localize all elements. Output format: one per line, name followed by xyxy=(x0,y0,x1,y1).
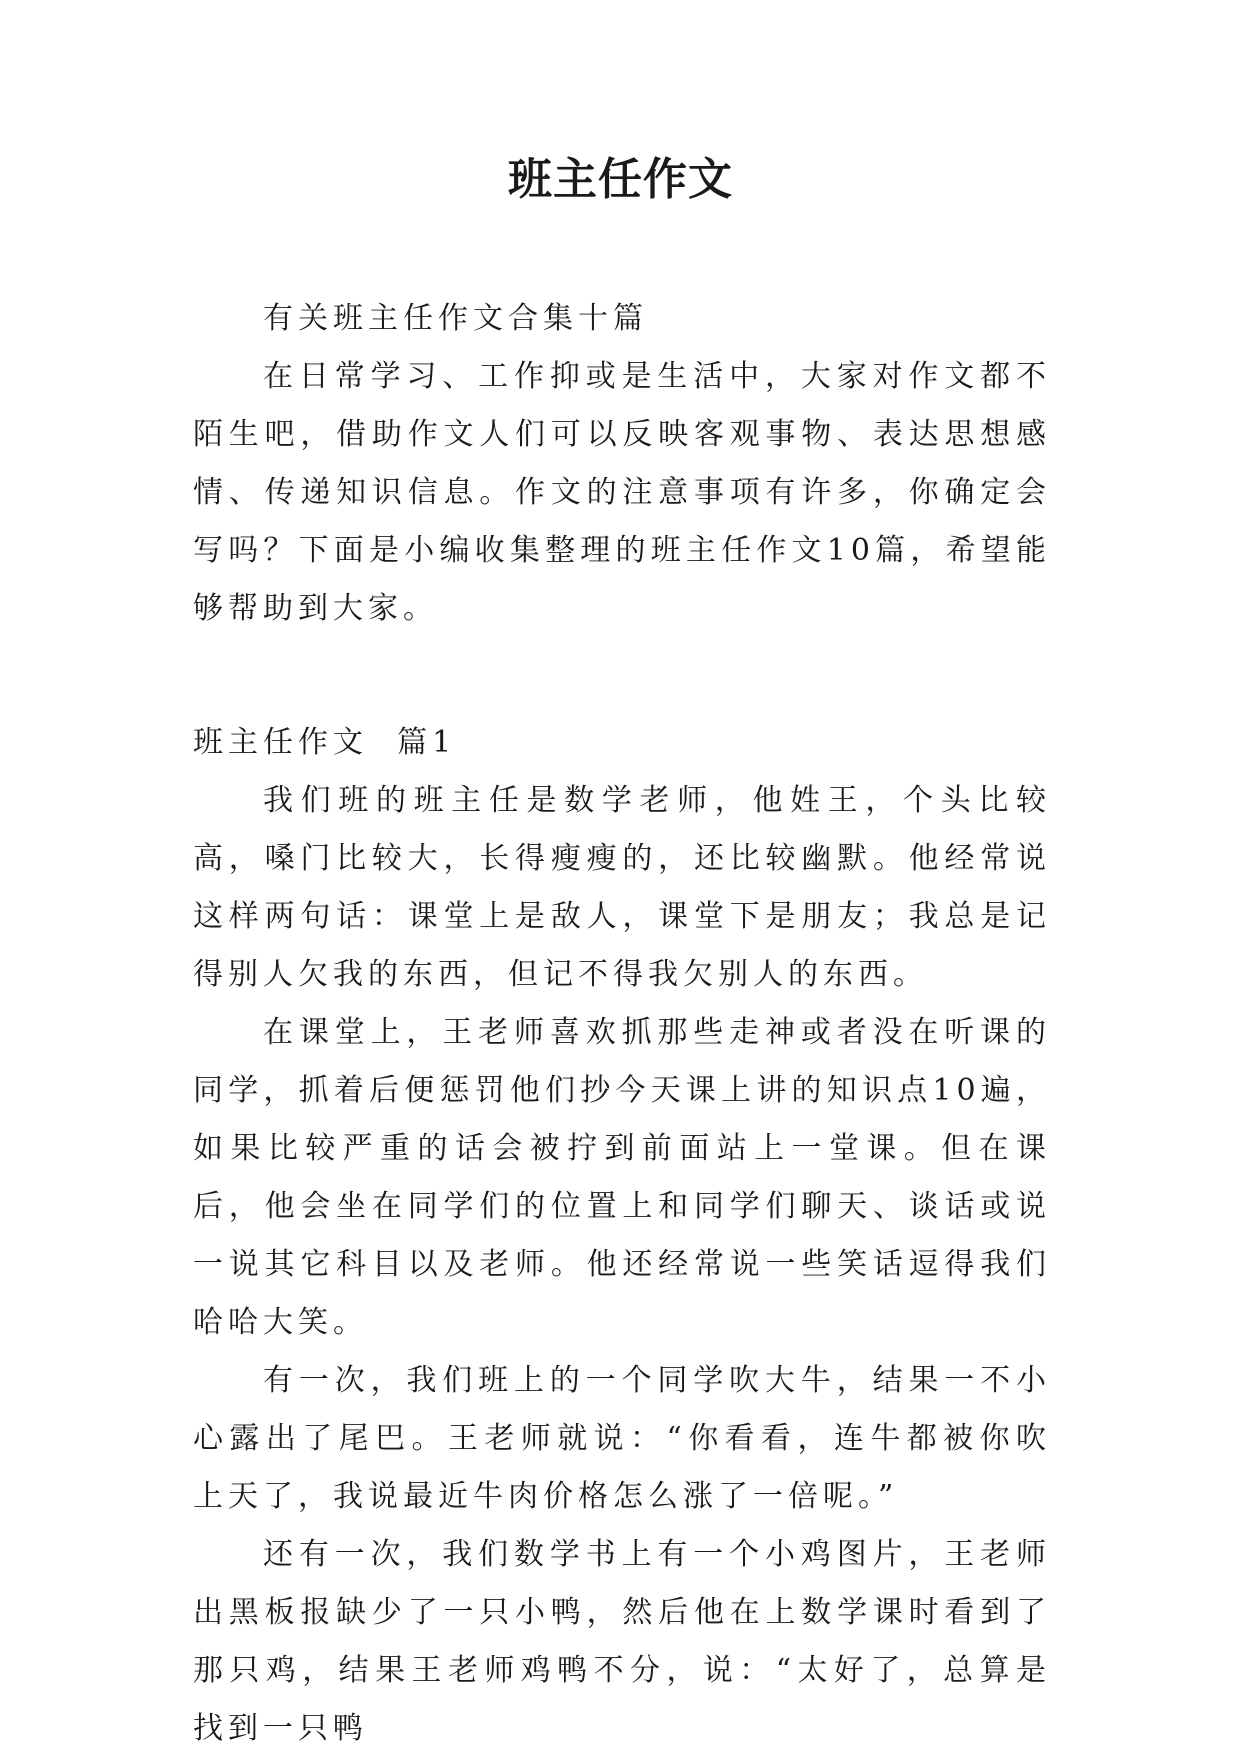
intro-title: 有关班主任作文合集十篇 xyxy=(263,301,648,336)
document-title: 班主任作文 xyxy=(508,154,733,205)
section-gap xyxy=(193,638,1051,714)
body-paragraph: 在课堂上，王老师喜欢抓那些走神或者没在听课的同学，抓着后便惩罚他们抄今天课上讲的知识点10遍，如果比较严重的话会被拧到前面站上一堂课。但在课后，他会坐在同学们的位置上和同学们聊天、谈话或说一说其它科目以及老师。他还经常说一些笑话逗得我们哈哈大笑。 xyxy=(193,1015,1051,1340)
intro-paragraph: 在日常学习、工作抑或是生活中，大家对作文都不陌生吧，借助作文人们可以反映客观事物、表达思想感情、传递知识信息。作文的注意事项有许多，你确定会写吗？下面是小编收集整理的班主任作文10篇，希望能够帮助到大家。 xyxy=(193,359,1051,626)
body-paragraph: 还有一次，我们数学书上有一个小鸡图片，王老师出黑板报缺少了一只小鸭，然后他在上数学课时看到了那只鸡，结果王老师鸡鸭不分，说：“太好了，总算是找到一只鸭 xyxy=(193,1537,1051,1746)
body-paragraph: 有一次，我们班上的一个同学吹大牛，结果一不小心露出了尾巴。王老师就说：“你看看，连牛都被你吹上天了，我说最近牛肉价格怎么涨了一倍呢。” xyxy=(193,1363,1051,1514)
section-heading: 班主任作文 篇1 xyxy=(193,725,457,760)
document-body xyxy=(193,290,1051,1758)
body-paragraph: 我们班的班主任是数学老师，他姓王，个头比较高，嗓门比较大，长得瘦瘦的，还比较幽默。他经常说这样两句话：课堂上是敌人，课堂下是朋友；我总是记得别人欠我的东西，但记不得我欠别人的东西。 xyxy=(193,783,1051,992)
